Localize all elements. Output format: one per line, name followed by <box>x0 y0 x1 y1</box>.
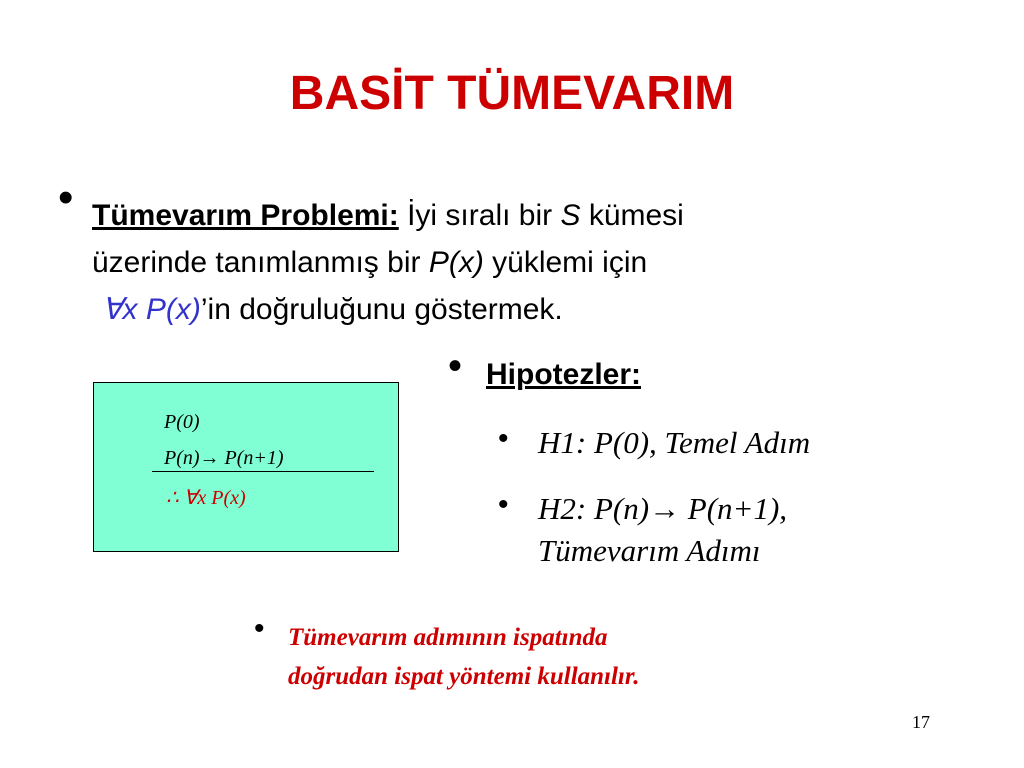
set-variable: S <box>560 199 581 232</box>
bullet-dot: • <box>498 488 509 521</box>
line1-text: İyi sıralı bir <box>398 199 561 232</box>
slide-title: BASİT TÜMEVARIM <box>289 67 735 120</box>
inference-rule-box <box>93 382 399 552</box>
hypothesis-h2 <box>538 488 787 572</box>
main-bullet-line-2 <box>92 239 912 286</box>
note-text <box>288 618 639 696</box>
hypothesis-h2-line-1: H2: P(n)→ P(n+1), <box>538 491 788 526</box>
main-bullet-line-3 <box>92 286 912 333</box>
hypotheses-heading: Hipotezler: <box>486 358 642 391</box>
premise-step: P(n)→ P(n+1) <box>164 447 284 469</box>
bullet-dot: • <box>58 173 74 222</box>
bullet-dot: • <box>254 612 265 645</box>
hypothesis-h1: H1: P(0), Temel Adım <box>538 425 811 460</box>
note-line-2: doğrudan ispat yöntemi kullanılır. <box>288 663 640 690</box>
hypothesis-h2-line-2: Tümevarım Adımı <box>538 533 761 568</box>
line1-text-end: kümesi <box>580 199 684 232</box>
line2-text-end: yüklemi için <box>483 246 648 279</box>
bullet-dot: • <box>498 422 509 455</box>
problem-label: Tümevarım Problemi: <box>92 199 399 232</box>
line2-text: üzerinde tanımlanmış bir <box>92 246 429 279</box>
premise-base: P(0) <box>164 411 200 433</box>
note-line-1: Tümevarım adımının ispatında <box>288 624 608 651</box>
inference-rule-line <box>152 471 374 472</box>
forall-expression: ∀x P(x) <box>102 293 201 326</box>
main-bullet-line-1 <box>92 192 912 239</box>
predicate: P(x) <box>428 246 484 279</box>
bullet-dot: • <box>448 344 463 388</box>
page-number: 17 <box>912 712 930 732</box>
main-bullet-text <box>92 192 912 333</box>
line3-text: ’in doğruluğunu göstermek. <box>200 293 563 326</box>
conclusion: ∴ ∀x P(x) <box>166 487 246 509</box>
